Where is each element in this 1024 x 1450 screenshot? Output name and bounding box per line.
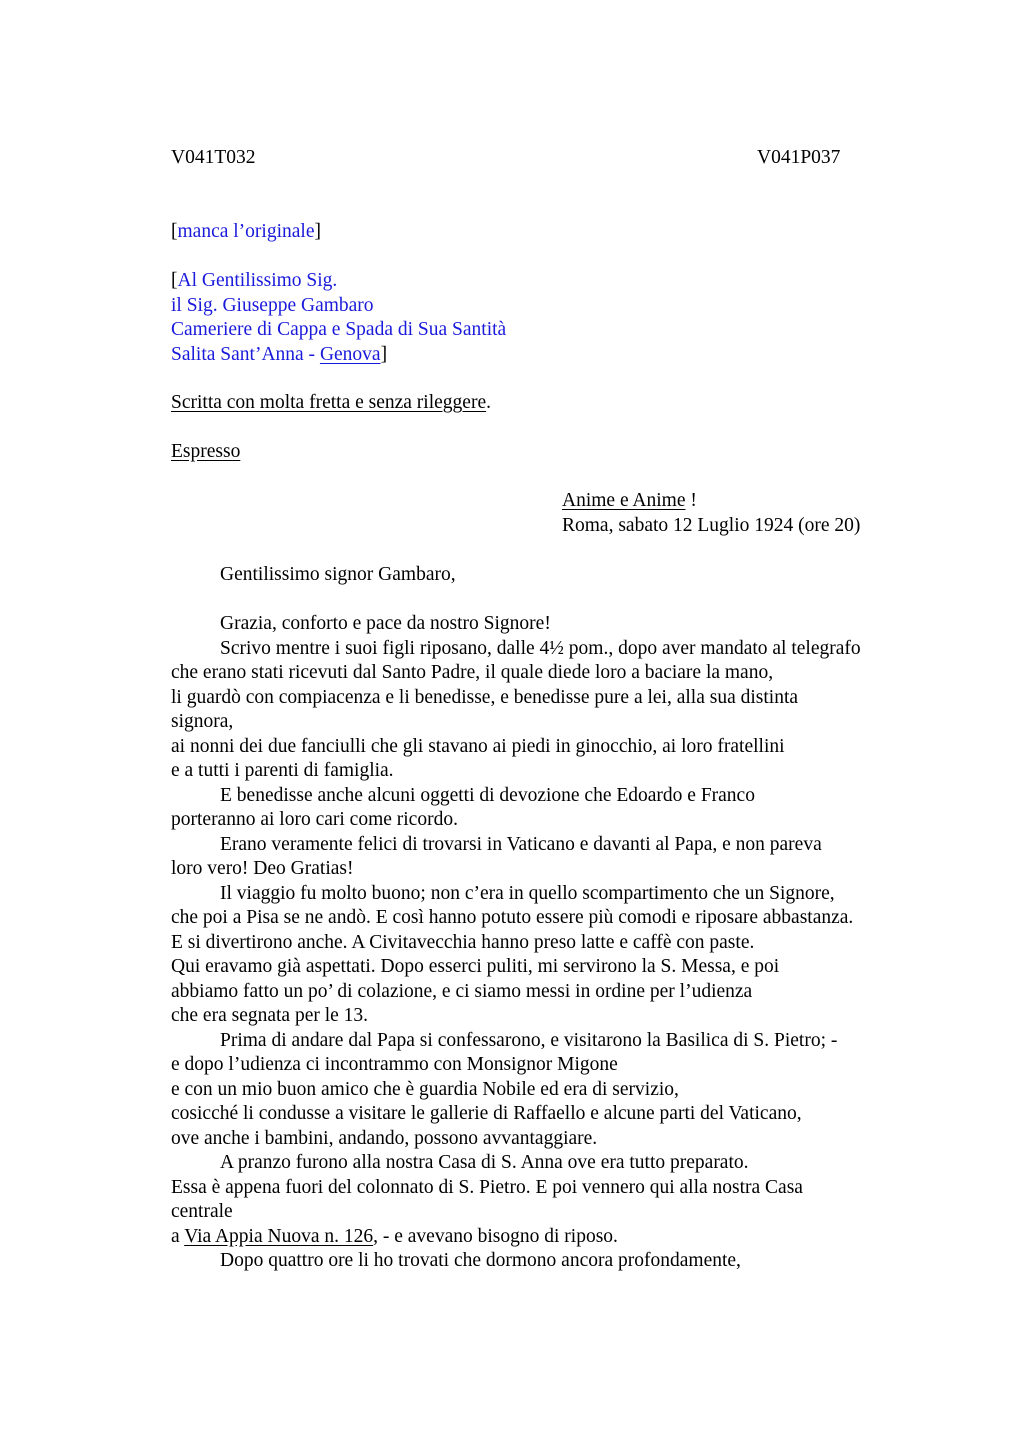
- body-line: Dopo quattro ore li ho trovati che dormono ancora profondamente,: [220, 1250, 741, 1271]
- body-line: A pranzo furono alla nostra Casa di S. Anna ove era tutto preparato.: [220, 1152, 749, 1173]
- address-block: [Al Gentilissimo Sig. il Sig. Giuseppe Gambaro Cameriere di Cappa e Spada di Sua Santità Salita Sant’Anna - Genova]: [171, 270, 507, 365]
- address-line-4: Salita Sant’Anna -: [171, 343, 320, 365]
- body-line: Scrivo mentre i suoi figli riposano, dalle 4½ pom., dopo aver mandato al telegrafo: [220, 637, 861, 659]
- body-line: E si divertirono anche. A Civitavecchia hanno preso latte e caffè con paste.: [171, 931, 755, 953]
- body-line: centrale: [171, 1201, 233, 1222]
- body-line: Essa è appena fuori del colonnato di S. Pietro. E poi vennero qui alla nostra Casa: [171, 1176, 803, 1198]
- body-line: Qui eravamo già aspettati. Dopo esserci puliti, mi servirono la S. Messa, e poi: [171, 956, 780, 977]
- body-line: Il viaggio fu molto buono; non c’era in quello scompartimento che un Signore,: [220, 882, 835, 904]
- body-line: E benedisse anche alcuni oggetti di devozione che Edoardo e Franco: [220, 784, 755, 806]
- body-line: che erano stati ricevuti dal Santo Padre, il quale diede loro a baciare la mano,: [171, 662, 774, 683]
- body-line: e a tutti i parenti di famiglia.: [171, 760, 394, 781]
- body-line: e con un mio buon amico che è guardia Nobile ed era di servizio,: [171, 1078, 679, 1100]
- body-line: loro vero! Deo Gratias!: [171, 858, 354, 879]
- document-code-right: V041P037: [757, 147, 841, 168]
- body-line: ai nonni dei due fanciulli che gli stavano ai piedi in ginocchio, ai loro fratellini: [171, 735, 785, 757]
- letter-body: [171, 612, 911, 1274]
- date-place: Roma, sabato 12 Luglio 1924 (ore 20): [562, 514, 861, 536]
- dateline: Anime e Anime ! Roma, sabato 12 Luglio 1924 (ore 20): [562, 489, 860, 538]
- body-line: signora,: [171, 711, 234, 732]
- address-line-3: Cameriere di Cappa e Spada di Sua Santità: [171, 319, 507, 340]
- address-line-2: il Sig. Giuseppe Gambaro: [171, 294, 374, 316]
- missing-original-note: [manca l’originale]: [171, 221, 321, 242]
- haste-remark: Scritta con molta fretta e senza rileggere.: [171, 392, 491, 413]
- body-line: Prima di andare dal Papa si confessarono, e visitarono la Basilica di S. Pietro; -: [220, 1029, 838, 1051]
- body-line: Grazia, conforto e pace da nostro Signore!: [220, 613, 551, 634]
- via-line: a Via Appia Nuova n. 126, - e avevano bisogno di riposo.: [171, 1225, 618, 1247]
- street-address: Via Appia Nuova n. 126: [184, 1225, 374, 1247]
- body-line: li guardò con compiacenza e li benedisse, e benedisse pure a lei, alla sua distinta: [171, 686, 799, 708]
- body-line: Erano veramente felici di trovarsi in Vaticano e davanti al Papa, e non pareva: [220, 833, 822, 855]
- espresso-label: Espresso: [171, 441, 241, 462]
- salutation: Gentilissimo signor Gambaro,: [220, 564, 456, 585]
- motto: Anime e Anime: [562, 490, 686, 511]
- address-line-1: Al Gentilissimo Sig.: [177, 270, 338, 291]
- body-line: e dopo l’udienza ci incontrammo con Monsignor Migone: [171, 1054, 618, 1075]
- body-line: che era segnata per le 13.: [171, 1005, 369, 1026]
- body-line: che poi a Pisa se ne andò. E così hanno potuto essere più comodi e riposare abbastanza.: [171, 907, 854, 928]
- body-line: cosicché li condusse a visitare le gallerie di Raffaello e alcune parti del Vaticano,: [171, 1103, 802, 1124]
- body-line: ove anche i bambini, andando, possono avvantaggiare.: [171, 1127, 598, 1149]
- body-line: porteranno ai loro cari come ricordo.: [171, 809, 458, 830]
- body-line: abbiamo fatto un po’ di colazione, e ci siamo messi in ordine per l’udienza: [171, 980, 753, 1002]
- address-city: Genova: [319, 343, 381, 365]
- document-code-left: V041T032: [171, 147, 256, 168]
